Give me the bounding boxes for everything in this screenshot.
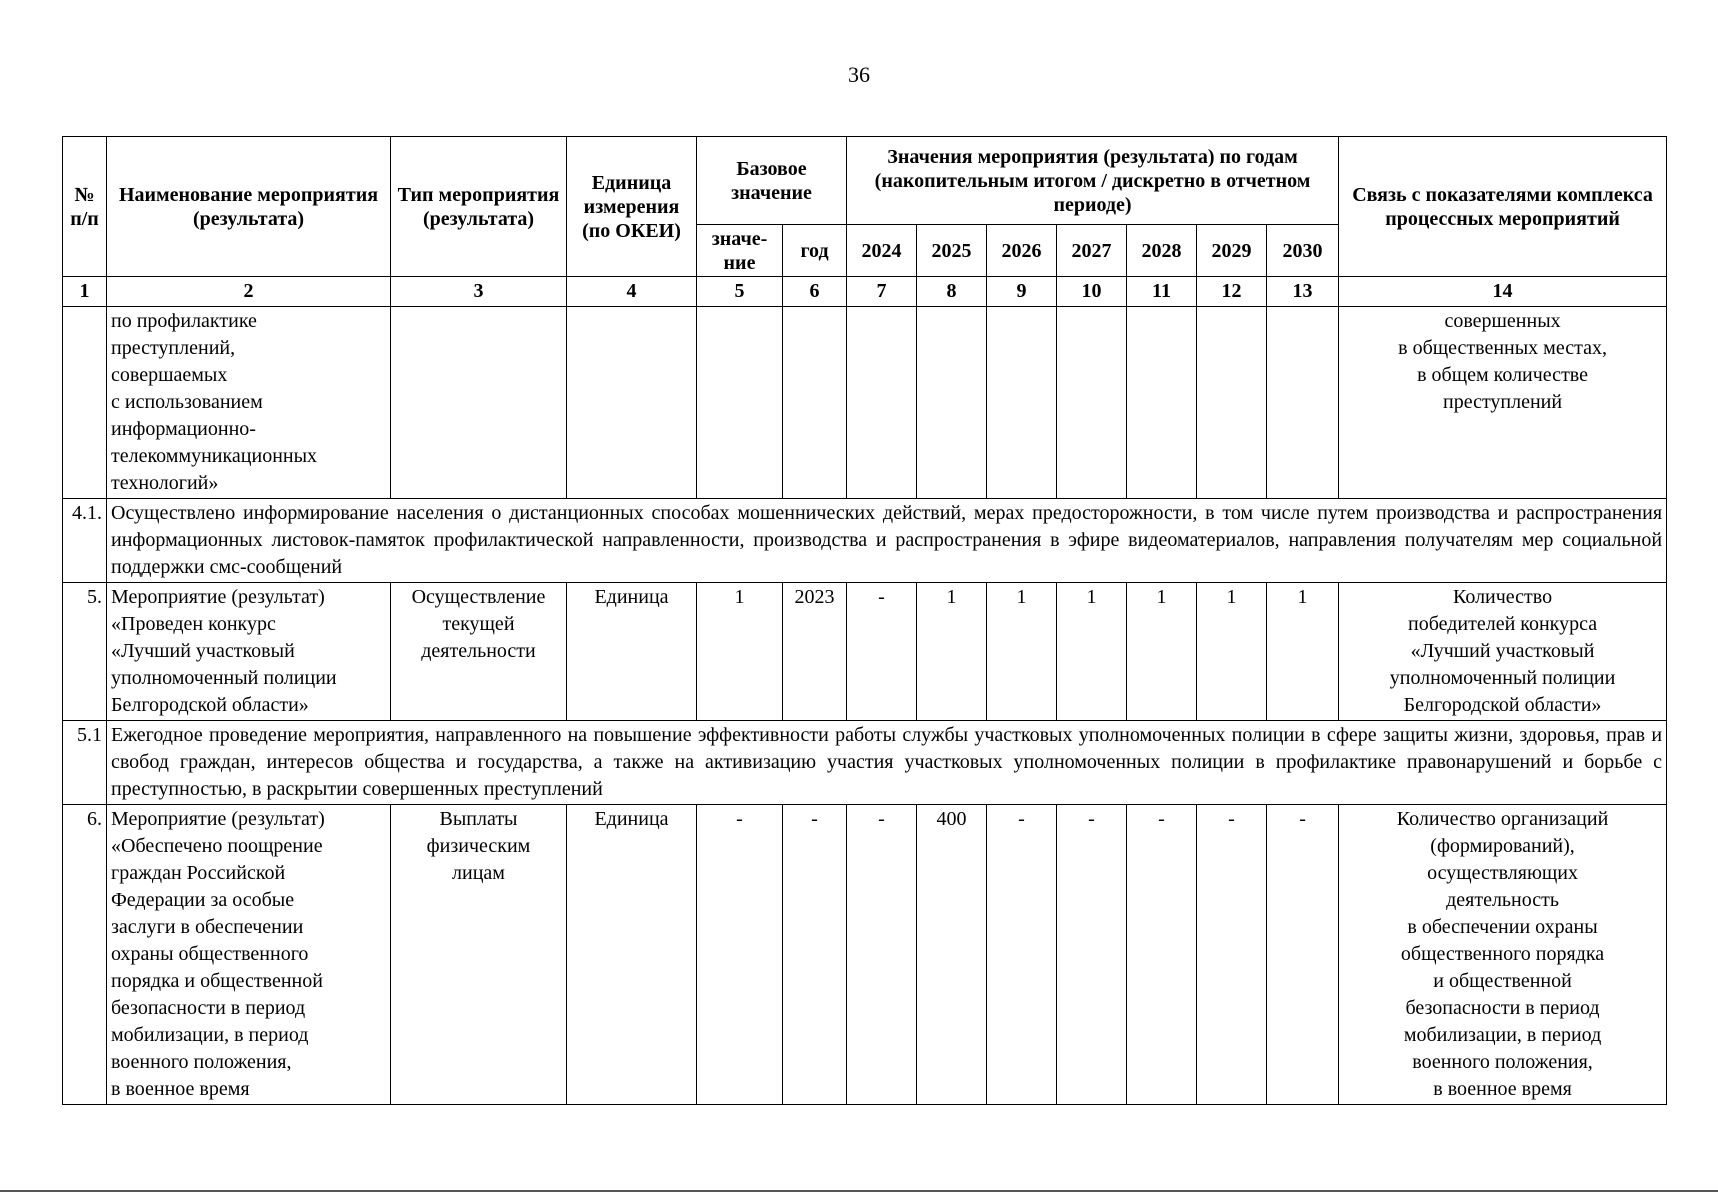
row-num: 6.	[63, 805, 107, 1105]
header-year: 2026	[987, 225, 1057, 277]
row-num: 5.	[63, 583, 107, 721]
column-number: 4	[567, 277, 697, 307]
table-row	[63, 805, 1667, 1105]
column-number: 2	[107, 277, 391, 307]
header-year: 2029	[1197, 225, 1267, 277]
column-number: 7	[847, 277, 917, 307]
header-type: Тип мероприятия (результата)	[391, 137, 567, 277]
column-number: 1	[63, 277, 107, 307]
row-value: -	[847, 583, 917, 721]
header-values: Значения мероприятия (результата) по годам (накопительным итогом / дискретно в отчетном периоде)	[847, 137, 1339, 225]
row-value	[1127, 307, 1197, 499]
row-value: -	[1197, 805, 1267, 1105]
row-value: 1	[1057, 583, 1127, 721]
row-name: Мероприятие (результат) «Проведен конкурс «Лучший участковый уполномоченный полиции Белгородской области»	[107, 583, 391, 721]
table-row	[63, 583, 1667, 721]
row-base-value: -	[697, 805, 783, 1105]
row-type	[391, 307, 567, 499]
header-base: Базовое значение	[697, 137, 847, 225]
row-base-year: -	[783, 805, 847, 1105]
column-number: 8	[917, 277, 987, 307]
row-unit: Единица	[567, 583, 697, 721]
row-value	[1267, 307, 1339, 499]
row-value	[1057, 307, 1127, 499]
row-value: 1	[1197, 583, 1267, 721]
row-link: Количество победителей конкурса «Лучший участковый уполномоченный полиции Белгородской области»	[1339, 583, 1667, 721]
row-name: по профилактике преступлений, совершаемых с использованием информационно- телекоммуникационных технологий»	[107, 307, 391, 499]
row-value: 1	[1127, 583, 1197, 721]
row-value	[1197, 307, 1267, 499]
row-base-value: 1	[697, 583, 783, 721]
row-num	[63, 307, 107, 499]
row-base-value	[697, 307, 783, 499]
table-row	[63, 721, 1667, 805]
column-number: 12	[1197, 277, 1267, 307]
row-link: Количество организаций (формирований), осуществляющих деятельность в обеспечении охраны общественного порядка и общественной безопасности в период мобилизации, в период военного положения, в военное время	[1339, 805, 1667, 1105]
row-value: -	[987, 805, 1057, 1105]
column-number: 13	[1267, 277, 1339, 307]
row-value: -	[847, 805, 917, 1105]
table-row	[63, 307, 1667, 499]
header-year: 2030	[1267, 225, 1339, 277]
header-unit: Единица измерения (по ОКЕИ)	[567, 137, 697, 277]
row-base-year	[783, 307, 847, 499]
row-unit	[567, 307, 697, 499]
measures-table	[62, 136, 1667, 1105]
row-description: Осуществлено информирование населения о дистанционных способах мошеннических действий, мерах предосторожности, в том числе путем производства и распространения информационных листовок-памяток профилактической направленности, производства и распространения в эфире видеоматериалов, направления получателям мер социальной поддержки смс-сообщений	[107, 499, 1667, 583]
column-number: 10	[1057, 277, 1127, 307]
header-year: 2027	[1057, 225, 1127, 277]
header-link: Связь с показателями комплекса процессных мероприятий	[1339, 137, 1667, 277]
row-name: Мероприятие (результат) «Обеспечено поощрение граждан Российской Федерации за особые заслуги в обеспечении охраны общественного порядка и общественной безопасности в период мобилизации, в период военного положения, в военное время	[107, 805, 391, 1105]
row-value: 1	[917, 583, 987, 721]
row-base-year: 2023	[783, 583, 847, 721]
column-number: 6	[783, 277, 847, 307]
column-number-row	[63, 277, 1667, 307]
page-number: 36	[848, 62, 870, 87]
row-value: 1	[1267, 583, 1339, 721]
column-number: 5	[697, 277, 783, 307]
column-number: 11	[1127, 277, 1197, 307]
header-year: 2025	[917, 225, 987, 277]
column-number: 14	[1339, 277, 1667, 307]
row-value: -	[1127, 805, 1197, 1105]
row-value: -	[1267, 805, 1339, 1105]
header-year: 2028	[1127, 225, 1197, 277]
header-name: Наименование мероприятия (результата)	[107, 137, 391, 277]
table-row	[63, 499, 1667, 583]
row-num: 4.1.	[63, 499, 107, 583]
row-type: Выплаты физическим лицам	[391, 805, 567, 1105]
page-edge-line	[0, 1190, 1718, 1192]
column-number: 3	[391, 277, 567, 307]
row-value: 1	[987, 583, 1057, 721]
row-value: 400	[917, 805, 987, 1105]
row-type: Осуществление текущей деятельности	[391, 583, 567, 721]
row-value	[847, 307, 917, 499]
header-year: 2024	[847, 225, 917, 277]
row-value	[917, 307, 987, 499]
header-base-year: год	[783, 225, 847, 277]
row-num: 5.1	[63, 721, 107, 805]
row-value	[987, 307, 1057, 499]
header-base-value: значе-ние	[697, 225, 783, 277]
row-unit: Единица	[567, 805, 697, 1105]
row-value: -	[1057, 805, 1127, 1105]
column-number: 9	[987, 277, 1057, 307]
header-num: № п/п	[63, 137, 107, 277]
row-description: Ежегодное проведение мероприятия, направленного на повышение эффективности работы службы участковых уполномоченных полиции в сфере защиты жизни, здоровья, прав и свобод граждан, интересов общества и государства, а также на активизацию участия участковых уполномоченных полиции в профилактике правонарушений и борьбе с преступностью, в раскрытии совершенных преступлений	[107, 721, 1667, 805]
row-link: совершенных в общественных местах, в общем количестве преступлений	[1339, 307, 1667, 499]
